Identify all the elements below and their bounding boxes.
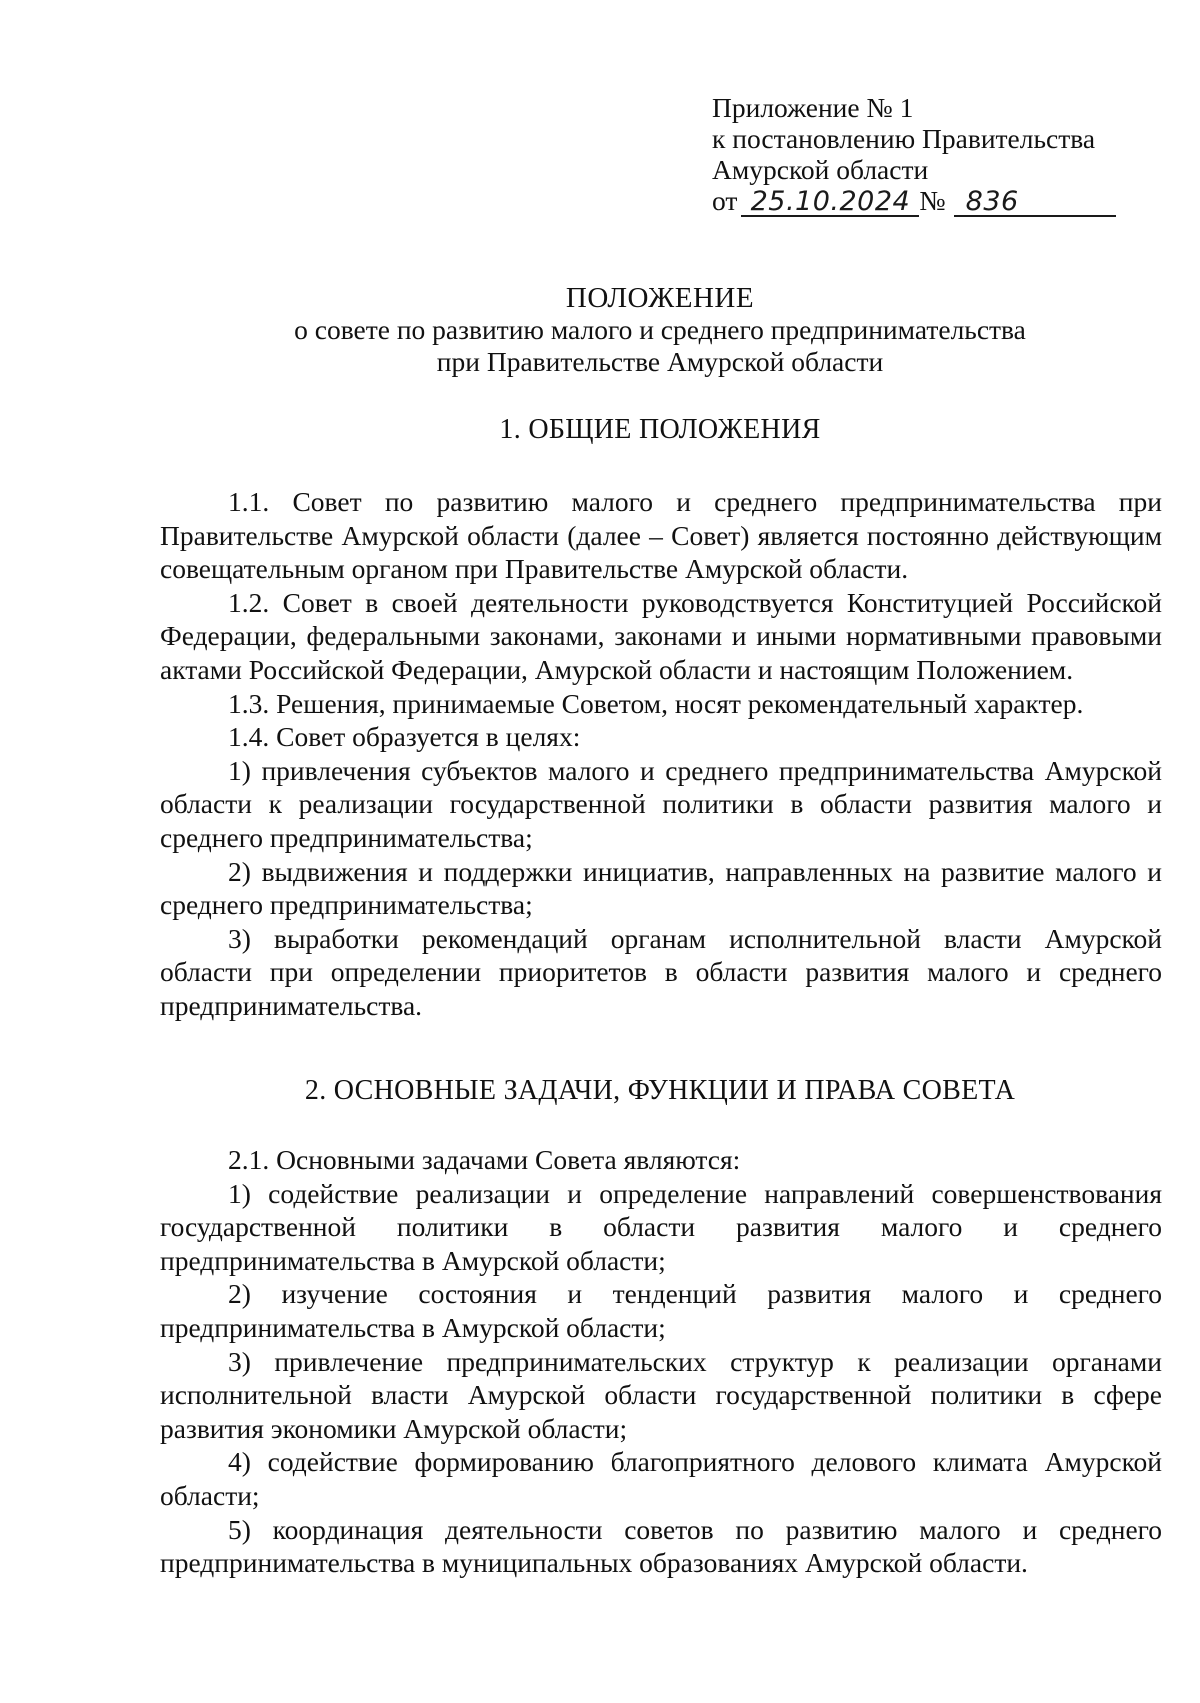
- list-item: 1) привлечения субъектов малого и среднего предпринимательства Амурской области к реализации государственной политики в области развития малого и среднего предпринимательства;: [160, 754, 1162, 853]
- date-prefix: от: [712, 185, 738, 216]
- section-1-heading: 1. ОБЩИЕ ПОЛОЖЕНИЯ: [499, 414, 821, 445]
- appendix-date-line: [712, 185, 1132, 217]
- document-subtitle-line-1: о совете по развитию малого и среднего предпринимательства: [294, 314, 1026, 345]
- list-item: 2) изучение состояния и тенденций развития малого и среднего предпринимательства в Амурской области;: [160, 1278, 1162, 1343]
- paragraph: 1.1. Совет по развитию малого и среднего предпринимательства при Правительстве Амурской области (далее – Совет) является постоянно действующим совещательным органом при Правительстве Амурской области.: [160, 486, 1162, 585]
- appendix-line-1: Приложение № 1: [712, 92, 914, 123]
- section-2-heading: 2. ОСНОВНЫЕ ЗАДАЧИ, ФУНКЦИИ И ПРАВА СОВЕТА: [304, 1075, 1016, 1106]
- paragraph: 2.1. Основными задачами Совета являются:: [228, 1144, 741, 1175]
- number-prefix: №: [919, 185, 946, 216]
- list-item: 5) координация деятельности советов по развитию малого и среднего предпринимательства в муниципальных образованиях Амурской области.: [160, 1513, 1162, 1579]
- list-item: 3) выработки рекомендаций органам исполнительной власти Амурской области при определении приоритетов в области развития малого и среднего предпринимательства.: [160, 922, 1162, 1021]
- document-title: ПОЛОЖЕНИЕ: [565, 282, 755, 314]
- section-1-body: [160, 485, 1162, 1023]
- appendix-block: [712, 92, 1132, 217]
- paragraph: 1.3. Решения, принимаемые Советом, носят рекомендательный характер.: [228, 687, 1084, 719]
- appendix-line-3: Амурской области: [712, 154, 929, 185]
- list-item: 1) содействие реализации и определение направлений совершенствования государственной политики в области развития малого и среднего предпринимательства в Амурской области;: [160, 1177, 1162, 1276]
- section-2-body: [160, 1143, 1162, 1580]
- document-subtitle-line-2: при Правительстве Амурской области: [436, 346, 884, 377]
- appendix-line-2: к постановлению Правительства: [712, 123, 1096, 154]
- list-item: 3) привлечение предпринимательских структур к реализации органами исполнительной власти Амурской области государственной политики в сфере развития экономики Амурской области;: [160, 1345, 1162, 1444]
- paragraph: 1.2. Совет в своей деятельности руководствуется Конституцией Российской Федерации, федеральными законами, законами и иными нормативными правовыми актами Российской Федерации, Амурской области и настоящим Положением.: [160, 586, 1162, 685]
- title-block: [160, 282, 1160, 378]
- paragraph: 1.4. Совет образуется в целях:: [228, 721, 581, 753]
- list-item: 2) выдвижения и поддержки инициатив, направленных на развитие малого и среднего предпринимательства;: [160, 855, 1162, 921]
- list-item: 4) содействие формированию благоприятного делового климата Амурской области;: [160, 1446, 1162, 1511]
- handwritten-date: 25.10.2024: [741, 189, 919, 217]
- handwritten-number: 836: [954, 189, 1116, 217]
